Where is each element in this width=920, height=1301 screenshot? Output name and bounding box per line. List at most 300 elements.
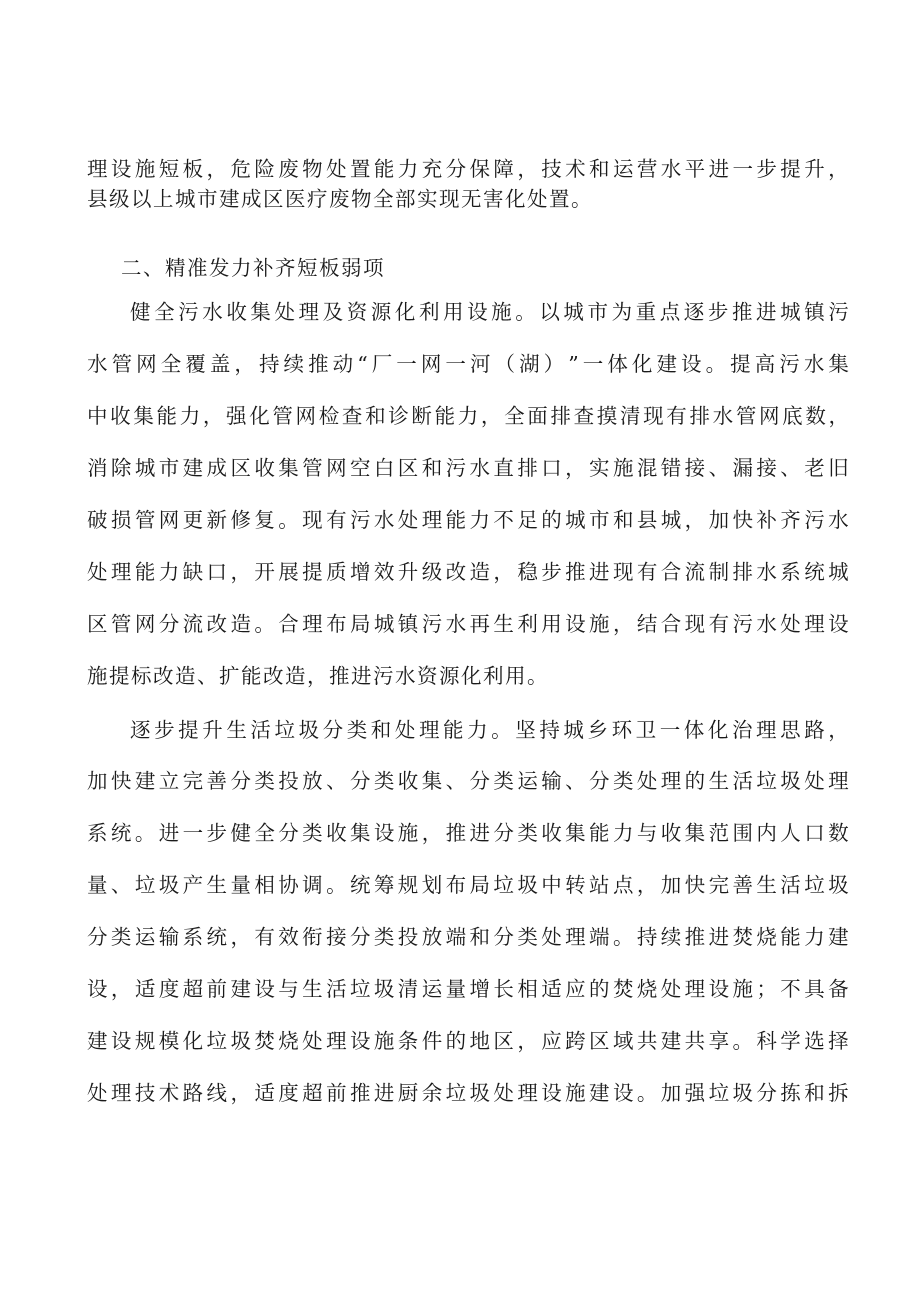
char: 高 (754, 352, 776, 376)
char: 漏 (732, 456, 753, 480)
char: 接 (756, 456, 777, 480)
char: 卫 (635, 718, 657, 742)
char: 排 (550, 404, 571, 428)
char: 设 (681, 352, 702, 376)
char: 类 (110, 925, 132, 949)
char: 全 (160, 352, 182, 376)
char: 应 (565, 977, 586, 1001)
char: 一 (732, 157, 753, 181)
char: 水 (756, 612, 777, 636)
char: 齐 (780, 508, 801, 532)
char: 利 (517, 612, 538, 636)
char: ， (230, 1081, 251, 1105)
char: 动 (332, 352, 354, 376)
char: ， (517, 157, 538, 181)
char: 的 (541, 508, 562, 532)
char: 布 (326, 612, 347, 636)
char: 类 (302, 821, 323, 845)
char: 能 (445, 508, 467, 532)
char: 河 (469, 352, 491, 376)
char: 造 (469, 560, 490, 584)
char: 缺 (182, 560, 204, 584)
text-line (87, 1079, 849, 1107)
char: 平 (684, 157, 706, 181)
char: 烧 (278, 1029, 299, 1053)
char: 焚 (732, 925, 753, 949)
char: 加 (660, 873, 682, 897)
char: 危 (230, 157, 251, 181)
char: 区 (493, 1029, 514, 1053)
char: 施 (491, 300, 512, 324)
char: 升 (202, 718, 223, 742)
char: 能 (434, 404, 456, 428)
char: 投 (397, 925, 419, 949)
char: 施 (565, 1081, 586, 1105)
char: 效 (278, 925, 299, 949)
char: 。 (254, 612, 275, 636)
char: 理 (326, 1029, 347, 1053)
char: 接 (326, 925, 347, 949)
char: 修 (230, 508, 251, 532)
char: 区 (589, 1029, 610, 1053)
char: 分 (493, 925, 514, 949)
char: 排 (689, 404, 710, 428)
char: 施 (134, 157, 156, 181)
char: 不 (493, 508, 514, 532)
char: 数 (805, 404, 826, 428)
char: 与 (636, 821, 658, 845)
char: 布 (445, 873, 467, 897)
char: 术 (158, 1081, 180, 1105)
char: 逐 (683, 300, 705, 324)
char: 管 (110, 612, 132, 636)
char: 进 (469, 821, 490, 845)
char: 具 (804, 977, 825, 1001)
char: 城 (134, 456, 156, 480)
text-line (87, 767, 849, 795)
char: 水 (712, 404, 734, 428)
char: 烧 (636, 977, 658, 1001)
char: 合 (660, 612, 682, 636)
char: 活 (250, 718, 271, 742)
char: ， (493, 560, 514, 584)
char: 施 (612, 456, 634, 480)
char: 。 (134, 821, 156, 845)
char: 污 (445, 456, 467, 480)
char: 和 (469, 925, 490, 949)
char: 口 (541, 456, 562, 480)
char: 城 (373, 612, 395, 636)
char: 活 (326, 977, 347, 1001)
char: 造 (230, 612, 251, 636)
char: 。 (705, 352, 727, 376)
char: ， (636, 873, 658, 897)
section-heading: 二、精准发力补齐短板弱项 (121, 256, 385, 280)
char: 老 (804, 456, 825, 480)
char: 拆 (828, 1081, 849, 1105)
char: 理 (421, 508, 443, 532)
char: 数 (828, 821, 849, 845)
char: 加 (660, 1081, 682, 1105)
char: 网 (136, 352, 157, 376)
char: 垃 (756, 769, 777, 793)
char: ， (230, 925, 251, 949)
char: 厨 (397, 1081, 419, 1105)
char: 路 (804, 718, 825, 742)
char: 超 (182, 977, 204, 1001)
char: ， (517, 1029, 538, 1053)
char: 处 (397, 508, 419, 532)
char: 续 (660, 925, 682, 949)
char: 污 (178, 300, 199, 324)
char: 实 (589, 456, 610, 480)
char: 混 (636, 456, 658, 480)
char: 展 (278, 560, 299, 584)
char: 区 (87, 612, 108, 636)
char: 活 (732, 769, 753, 793)
char: 能 (156, 404, 178, 428)
char: 焚 (254, 1029, 275, 1053)
char: 生 (493, 612, 514, 636)
char: 破 (87, 508, 108, 532)
char: 口 (206, 560, 228, 584)
char: 建 (87, 1029, 108, 1053)
char: ， (230, 560, 251, 584)
char: 有 (636, 560, 658, 584)
char: 查 (341, 404, 363, 428)
char: 收 (326, 821, 347, 845)
char: 规 (397, 873, 419, 897)
char: 处 (274, 300, 295, 324)
char: 理 (110, 560, 132, 584)
char: 城 (563, 718, 584, 742)
text-line (87, 871, 849, 899)
char: 一 (182, 821, 204, 845)
char: 流 (182, 612, 204, 636)
char: 网 (758, 404, 780, 428)
char: 。 (491, 718, 512, 742)
char: ， (480, 404, 502, 428)
char: 线 (206, 1081, 228, 1105)
char: 化 (631, 352, 653, 376)
char: 和 (365, 404, 386, 428)
char: 。 (612, 925, 634, 949)
char: 人 (780, 821, 801, 845)
char: 统 (349, 873, 371, 897)
char: 筹 (373, 873, 395, 897)
char: 收 (254, 456, 275, 480)
char: 产 (182, 873, 204, 897)
char: 协 (278, 873, 299, 897)
char: 输 (158, 925, 180, 949)
char: 更 (182, 508, 204, 532)
char: 水 (828, 508, 849, 532)
text-line (87, 610, 849, 638)
char: 摸 (596, 404, 618, 428)
char: 逐 (130, 718, 151, 742)
char: 盖 (209, 352, 231, 376)
char: 有 (326, 508, 347, 532)
char: 力 (469, 508, 490, 532)
text-line (87, 819, 849, 847)
char: 系 (780, 560, 801, 584)
char: 有 (708, 612, 730, 636)
char: 力 (457, 404, 479, 428)
char: 营 (636, 157, 658, 181)
char: 区 (397, 456, 419, 480)
char: 圾 (732, 1081, 753, 1105)
char: 水 (660, 157, 682, 181)
char: 、 (445, 769, 467, 793)
char: 分 (756, 1081, 777, 1105)
char: 理 (87, 157, 108, 181)
char: 、 (708, 456, 730, 480)
char: 面 (527, 404, 548, 428)
char: 污 (828, 300, 849, 324)
char: 类 (612, 769, 634, 793)
char: 输 (541, 769, 562, 793)
char: 放 (302, 769, 323, 793)
char: 县 (636, 508, 658, 532)
char: 一 (445, 352, 466, 376)
char: 运 (421, 977, 443, 1001)
char: ， (828, 404, 849, 428)
char: 处 (780, 612, 801, 636)
char: 镇 (397, 612, 419, 636)
char: 设 (110, 1029, 132, 1053)
char: 内 (756, 821, 777, 845)
char: 集 (250, 300, 271, 324)
char: 集 (828, 352, 849, 376)
char: 续 (283, 352, 304, 376)
char: 建 (660, 1029, 682, 1053)
char: 垃 (206, 1029, 228, 1053)
char: （ (494, 352, 516, 376)
char: 理 (684, 977, 706, 1001)
char: 废 (278, 157, 299, 181)
char: 收 (110, 404, 131, 428)
char: 和 (589, 157, 610, 181)
char: 圾 (373, 977, 395, 1001)
char: 备 (828, 977, 849, 1001)
char: 收 (660, 821, 682, 845)
char: 污 (421, 612, 443, 636)
char: 的 (684, 769, 706, 793)
char: 量 (87, 873, 108, 897)
char: 用 (443, 300, 464, 324)
char: 补 (756, 508, 777, 532)
char: 处 (541, 925, 562, 949)
char: 水 (373, 508, 395, 532)
char: 利 (418, 300, 440, 324)
char: 共 (684, 1029, 706, 1053)
char: 建 (828, 925, 849, 949)
text-line (87, 454, 849, 482)
char: 学 (780, 1029, 801, 1053)
char: ， (421, 821, 443, 845)
char: 一 (659, 718, 681, 742)
char: 管 (302, 456, 323, 480)
char: 适 (134, 977, 156, 1001)
char: 、 (565, 769, 586, 793)
char: ， (684, 508, 706, 532)
char: 湖 (519, 352, 540, 376)
char: 调 (302, 873, 323, 897)
char: 技 (541, 157, 562, 181)
char: 快 (732, 508, 753, 532)
char: 障 (493, 157, 514, 181)
char: 处 (326, 157, 347, 181)
char: 再 (469, 612, 490, 636)
char: 资 (346, 300, 368, 324)
char: 择 (828, 1029, 849, 1053)
char: 化 (707, 718, 729, 742)
char: 厂 (371, 352, 393, 376)
char: 设 (541, 1081, 562, 1105)
char: 能 (780, 925, 801, 949)
char: 设 (467, 300, 488, 324)
char: 检 (318, 404, 340, 428)
char: 全 (254, 821, 275, 845)
char: 处 (87, 560, 108, 584)
char: 圾 (517, 873, 538, 897)
char: 设 (87, 977, 108, 1001)
char: 网 (420, 352, 442, 376)
char: 中 (541, 873, 562, 897)
char: 成 (206, 456, 228, 480)
char: 活 (780, 873, 801, 897)
char: 长 (493, 977, 514, 1001)
char: 域 (612, 1029, 634, 1053)
char: 底 (782, 404, 803, 428)
char: 、 (326, 769, 347, 793)
char: 化 (182, 1029, 204, 1053)
char: 圾 (469, 1081, 490, 1105)
char: 与 (278, 977, 299, 1001)
char: 施 (373, 1029, 395, 1053)
char: 立 (158, 769, 180, 793)
char: 理 (565, 925, 586, 949)
char: 用 (541, 612, 562, 636)
char: 应 (541, 1029, 562, 1053)
char: 覆 (185, 352, 206, 376)
char: 清 (619, 404, 641, 428)
char: 提 (730, 352, 751, 376)
char: 分 (469, 769, 490, 793)
char: 水 (803, 352, 825, 376)
char: 增 (469, 977, 490, 1001)
char: 合 (278, 612, 299, 636)
char: 流 (684, 560, 706, 584)
char: 垃 (708, 1081, 730, 1105)
char: 市 (158, 456, 180, 480)
char: 管 (111, 352, 133, 376)
char: 污 (804, 508, 825, 532)
char: 拣 (780, 1081, 801, 1105)
text-line (87, 1027, 849, 1055)
char: 生 (708, 769, 730, 793)
char: 垃 (349, 977, 371, 1001)
char: 污 (349, 508, 371, 532)
char: 有 (254, 925, 275, 949)
char: 设 (565, 612, 586, 636)
char: 改 (445, 560, 467, 584)
char: 污 (779, 352, 800, 376)
char: 提 (178, 718, 199, 742)
char: 垃 (274, 718, 295, 742)
char: 管 (735, 404, 757, 428)
char: 点 (659, 300, 681, 324)
char: 错 (660, 456, 682, 480)
char: 水 (469, 456, 490, 480)
char: 水 (87, 352, 108, 376)
char: 系 (87, 821, 108, 845)
char: 体 (607, 352, 628, 376)
char: 垃 (134, 873, 156, 897)
char: 污 (732, 612, 753, 636)
char: 圾 (158, 873, 180, 897)
char: 端 (589, 925, 610, 949)
char: 推 (349, 1081, 371, 1105)
char: 质 (326, 560, 347, 584)
char: 施 (589, 612, 610, 636)
char: ， (202, 404, 224, 428)
char: ） (543, 352, 565, 376)
char: 圾 (298, 718, 320, 742)
char: 持 (539, 718, 560, 742)
char: 施 (732, 977, 753, 1001)
char: 源 (370, 300, 392, 324)
char: 、 (780, 456, 801, 480)
char: 环 (611, 718, 633, 742)
char: ； (756, 977, 777, 1001)
char: 类 (346, 718, 368, 742)
char: 转 (565, 873, 586, 897)
char: 区 (230, 456, 251, 480)
char: 体 (683, 718, 705, 742)
char: 化 (249, 404, 270, 428)
char: 力 (804, 925, 825, 949)
char: 分 (445, 157, 467, 181)
char: 中 (87, 404, 108, 428)
text-line (87, 923, 849, 951)
char: 镇 (804, 300, 825, 324)
char: 类 (517, 821, 538, 845)
char: 开 (254, 560, 275, 584)
char: 足 (517, 508, 538, 532)
char: 生 (226, 718, 247, 742)
char: 能 (443, 718, 464, 742)
char: 建 (589, 1081, 610, 1105)
char: 治 (731, 718, 753, 742)
char: 能 (589, 821, 610, 845)
char: 断 (411, 404, 432, 428)
char: 垃 (493, 873, 514, 897)
char: 收 (397, 769, 419, 793)
char: 处 (302, 1029, 323, 1053)
char: 推 (731, 300, 753, 324)
char: 现 (643, 404, 664, 428)
char: 网 (158, 508, 180, 532)
char: 有 (666, 404, 687, 428)
char: 垃 (445, 1081, 467, 1105)
char: 前 (206, 977, 228, 1001)
char: 理 (298, 300, 320, 324)
char: 进 (708, 925, 730, 949)
char: 进 (589, 560, 610, 584)
char: 量 (445, 977, 467, 1001)
char: 推 (308, 352, 329, 376)
